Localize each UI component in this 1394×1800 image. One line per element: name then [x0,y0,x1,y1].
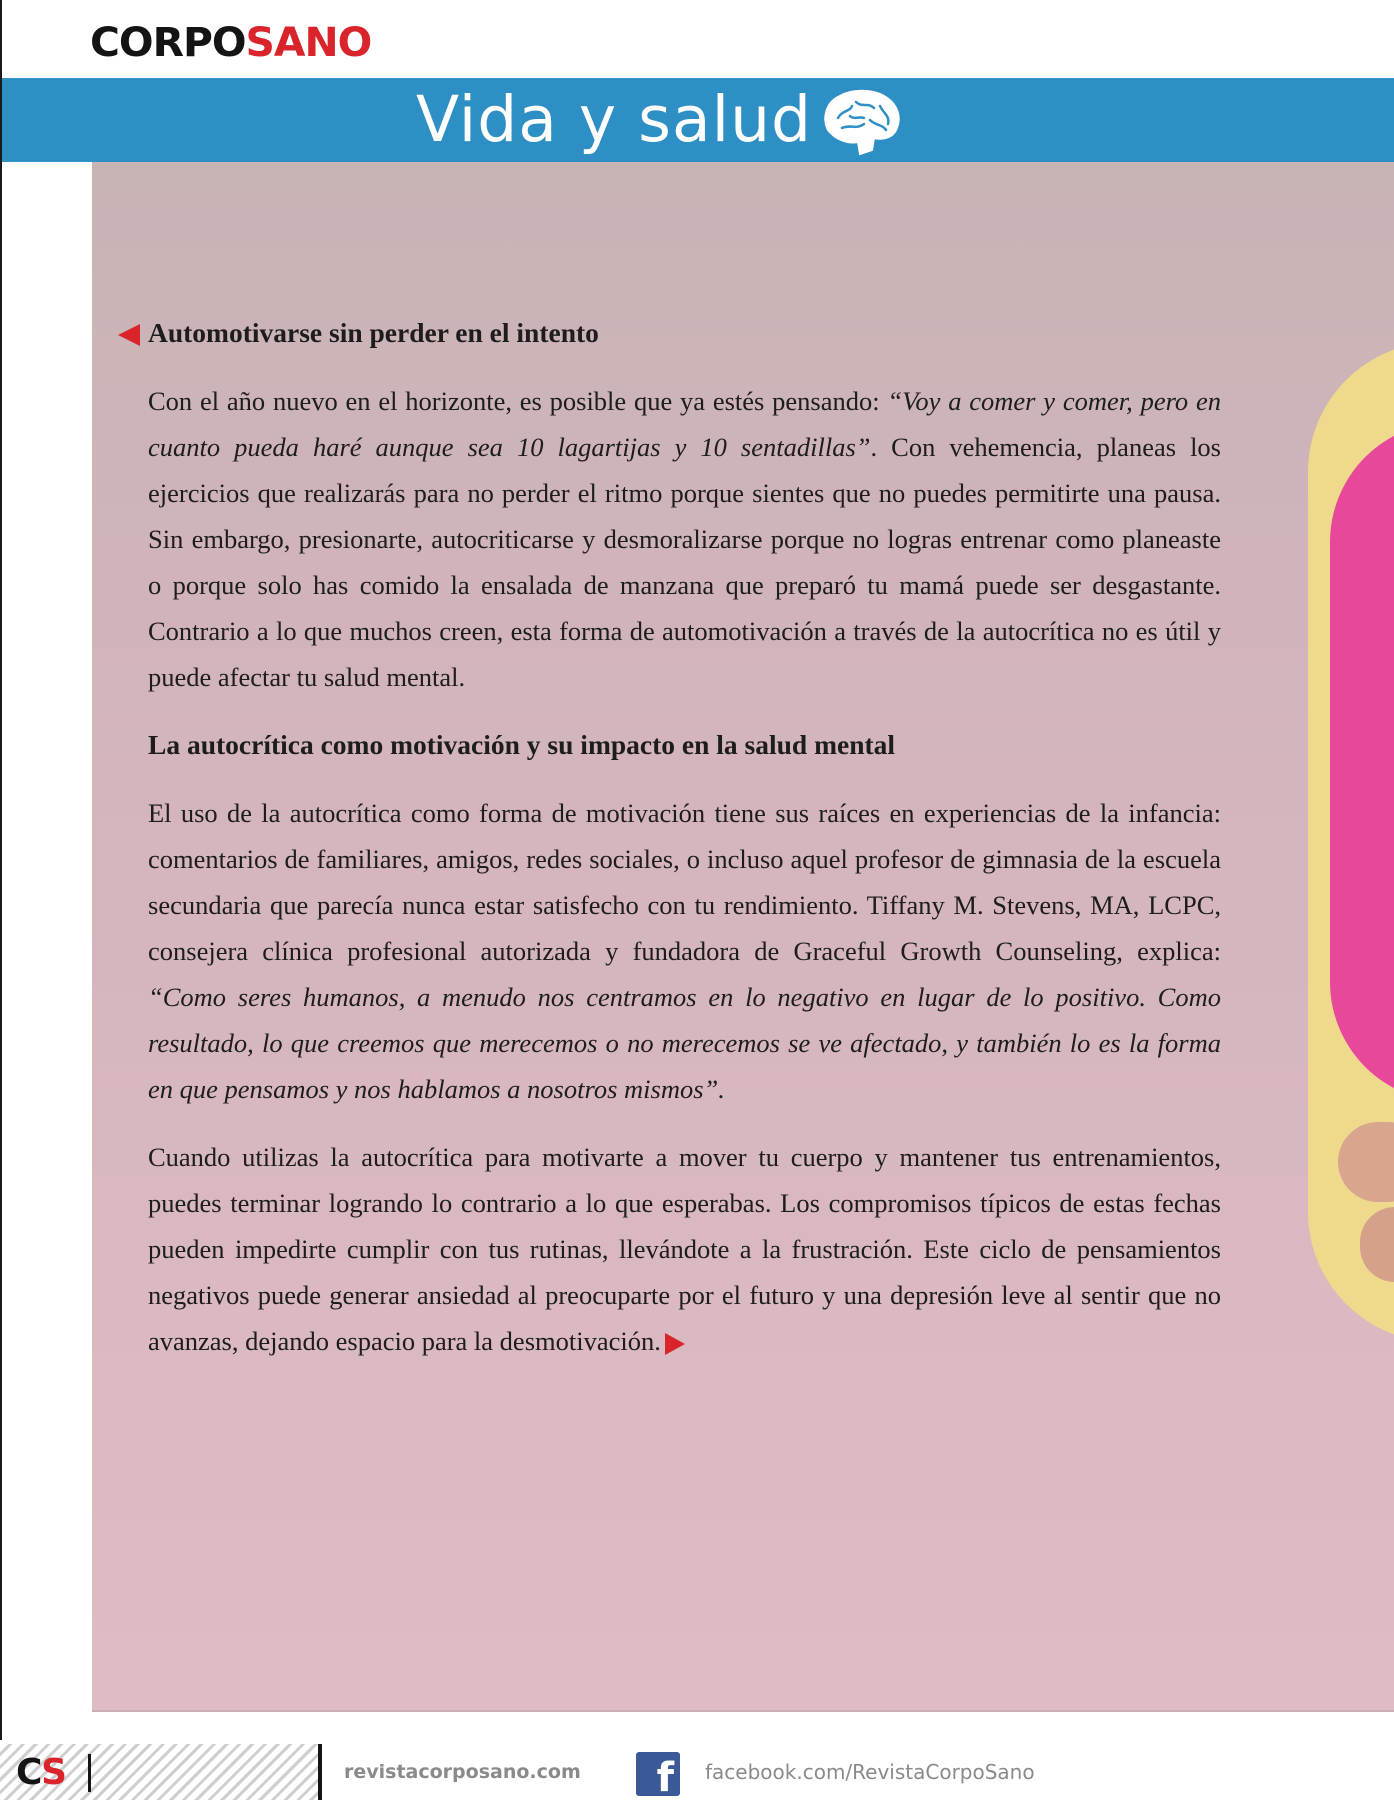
section-title: Vida y salud [416,83,812,156]
red-arrow-right-icon [665,1333,685,1355]
cs-logo-s: S [41,1752,66,1793]
cs-logo-separator [88,1754,91,1792]
red-arrow-left-icon [118,324,140,346]
paragraph-text: Con el año nuevo en el horizonte, es posible que ya estés pensando: [148,386,888,416]
article-heading-main [148,310,1221,356]
facebook-link[interactable]: facebook.com/RevistaCorpoSano [705,1760,1035,1784]
website-link[interactable]: revistacorposano.com [344,1761,581,1783]
page-left-rule [0,0,2,1800]
decorative-photo-edge [1290,162,1394,1712]
logo-text-corpo: CORPO [90,20,246,66]
paragraph-text: El uso de la autocrítica como forma de motivación tiene sus raíces en experiencias de la infancia: comentarios de familiares, amigos, redes sociales, o incluso aquel profesor de gimnasia de la escuela secundaria que parecía nunca estar satisfecho con tu rendimiento. Tiffany M. Stevens, MA, LCPC, consejera clínica profesional autorizada y fundadora de Graceful Growth Counseling, explica: [148,798,1221,966]
paragraph-quote: “Voy a comer y comer, pero en cuanto pueda haré aunque sea 10 lagartijas y 10 sentadillas” [148,386,1221,462]
cs-logo [16,1748,65,1798]
footer-divider [318,1744,322,1800]
paragraph-text: Cuando utilizas la autocrítica para motivarte a mover tu cuerpo y mantener tus entrenamientos, puedes terminar logrando lo contrario a lo que esperabas. Los compromisos típicos de estas fechas pueden impedirte cumplir con tus rutinas, llevándote a la frustración. Este ciclo de pensamientos negativos puede generar ansiedad al preocuparte por el futuro y una depresión leve al sentir que no avanzas, dejando espacio para la desmotivación. [148,1142,1221,1356]
facebook-icon[interactable]: f [636,1752,680,1796]
article-paragraph-1 [148,378,1221,700]
article-body [148,310,1221,1364]
article-subheading: La autocrítica como motivación y su impacto en la salud mental [148,729,896,760]
paragraph-quote: “Como seres humanos, a menudo nos centramos en lo negativo en lugar de lo positivo. Como resultado, lo que creemos que merecemos o no merecemos se ve afectado, y también lo es la forma en que pensamos y nos hablamos a nosotros mismos”. [148,982,1221,1104]
article-paragraph-2 [148,790,1221,1112]
page-footer [0,1740,1394,1800]
decorative-pink-shape [1330,422,1394,1102]
corposano-logo [90,20,371,66]
cs-logo-c: C [16,1752,42,1793]
logo-text-sano: SANO [245,20,372,66]
paragraph-text: . Con vehemencia, planeas los ejercicios que realizarás para no perder el ritmo porque sientes que no puedes permitirte una pausa. Sin embargo, presionarte, autocriticarse y desmoralizarse porque no logras entrenar como planeaste o porque solo has comido la ensalada de manzana que preparó tu mamá puede ser desgastante. Contrario a lo que muchos creen, esta forma de automotivación a través de la autocrítica no es útil y puede afectar tu salud mental. [148,432,1221,692]
article-heading-main-text: Automotivarse sin perder en el intento [148,317,599,348]
brain-icon [820,88,904,158]
article-paragraph-3 [148,1134,1221,1364]
section-banner [2,78,1394,162]
